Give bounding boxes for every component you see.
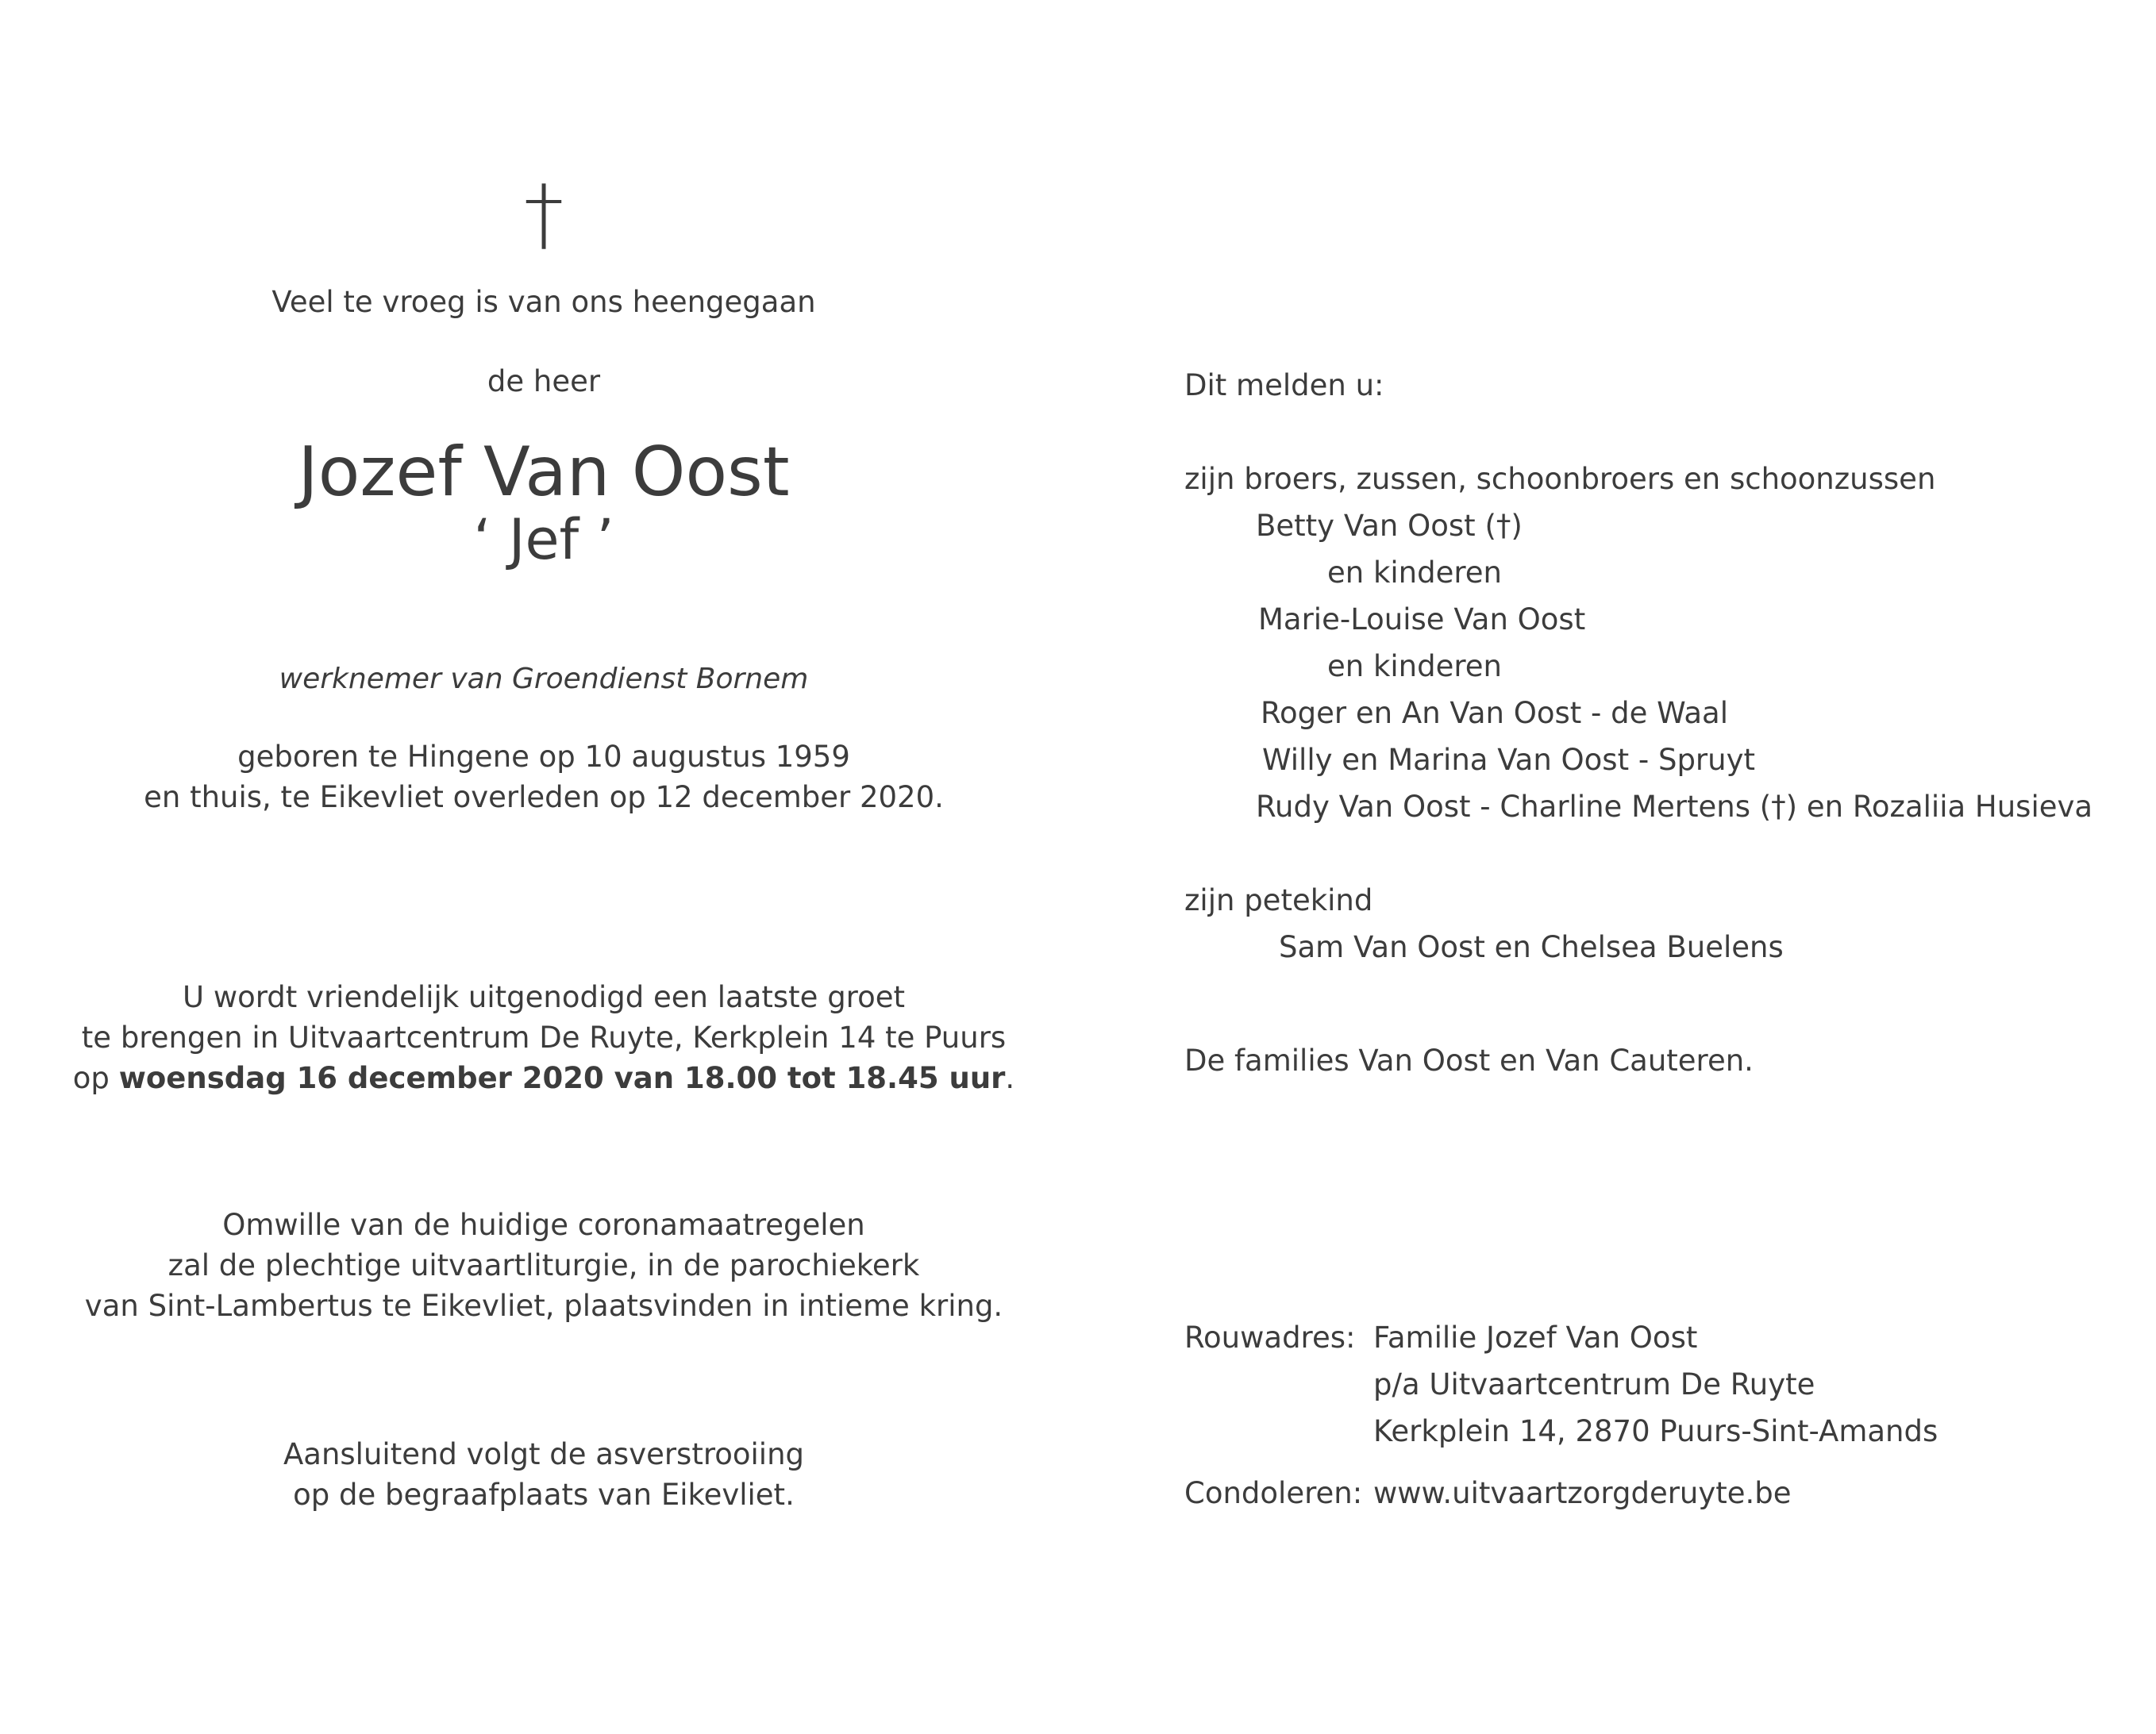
families-line: De families Van Oost en Van Cauteren. — [1184, 1044, 1754, 1078]
address-line-2: p/a Uitvaartcentrum De Ruyte — [1373, 1367, 1815, 1401]
invitation-date-time: woensdag 16 december 2020 van 18.00 tot 18.45 uur — [118, 1061, 1006, 1095]
sibling-entry: Betty Van Oost (†) — [1256, 509, 1523, 543]
ashes-line-1: Aansluitend volgt de asverstrooiing — [283, 1437, 805, 1471]
birth-line: geboren te Hingene op 10 augustus 1959 — [237, 740, 850, 774]
invitation-line-2: te brengen in Uitvaartcentrum De Ruyte, Kerkplein 14 te Puurs — [81, 1021, 1007, 1055]
sibling-entry: en kinderen — [1327, 649, 1502, 683]
invitation-suffix: . — [1005, 1061, 1015, 1095]
deceased-name: Jozef Van Oost — [298, 433, 790, 512]
address-line-3: Kerkplein 14, 2870 Puurs-Sint-Amands — [1373, 1414, 1938, 1448]
sibling-entry: Roger en An Van Oost - de Waal — [1261, 696, 1729, 730]
announcement-header: Dit melden u: — [1184, 368, 1384, 402]
sibling-entry: Rudy Van Oost - Charline Mertens (†) en Rozaliia Husieva — [1256, 790, 2093, 824]
invitation-line-3 — [0, 1058, 1088, 1098]
corona-line-2: zal de plechtige uitvaartliturgie, in de parochiekerk — [167, 1248, 920, 1282]
invitation-prefix: op — [72, 1061, 110, 1095]
sibling-entry: Marie-Louise Van Oost — [1258, 602, 1586, 636]
sibling-entry: en kinderen — [1327, 556, 1502, 590]
invitation-line-1: U wordt vriendelijk uitgenodigd een laatste groet — [183, 980, 905, 1014]
cross-icon: † — [524, 167, 564, 260]
address-line-1: Familie Jozef Van Oost — [1373, 1321, 1698, 1355]
corona-line-3: van Sint-Lambertus te Eikevliet, plaatsvinden in intieme kring. — [84, 1289, 1003, 1323]
godchild-entry: Sam Van Oost en Chelsea Buelens — [1279, 930, 1784, 964]
sibling-entry: Willy en Marina Van Oost - Spruyt — [1262, 743, 1755, 777]
death-line: en thuis, te Eikevliet overleden op 12 december 2020. — [144, 780, 944, 814]
deceased-nickname: ‘ Jef ’ — [473, 507, 614, 572]
corona-line-1: Omwille van de huidige coronamaatregelen — [222, 1208, 865, 1242]
godchild-heading: zijn petekind — [1184, 883, 1373, 917]
condolence-label: Condoleren: — [1184, 1476, 1363, 1510]
address-label: Rouwadres: — [1184, 1321, 1356, 1355]
occupation-text: werknemer van Groendienst Bornem — [279, 663, 809, 695]
ashes-line-2: op de begraafplaats van Eikevliet. — [293, 1478, 795, 1512]
condolence-link[interactable]: www.uitvaartzorgderuyte.be — [1373, 1476, 1792, 1510]
intro-text: Veel te vroeg is van ons heengegaan — [271, 285, 816, 319]
title-prefix: de heer — [487, 364, 601, 398]
siblings-heading: zijn broers, zussen, schoonbroers en schoonzussen — [1184, 462, 1936, 496]
